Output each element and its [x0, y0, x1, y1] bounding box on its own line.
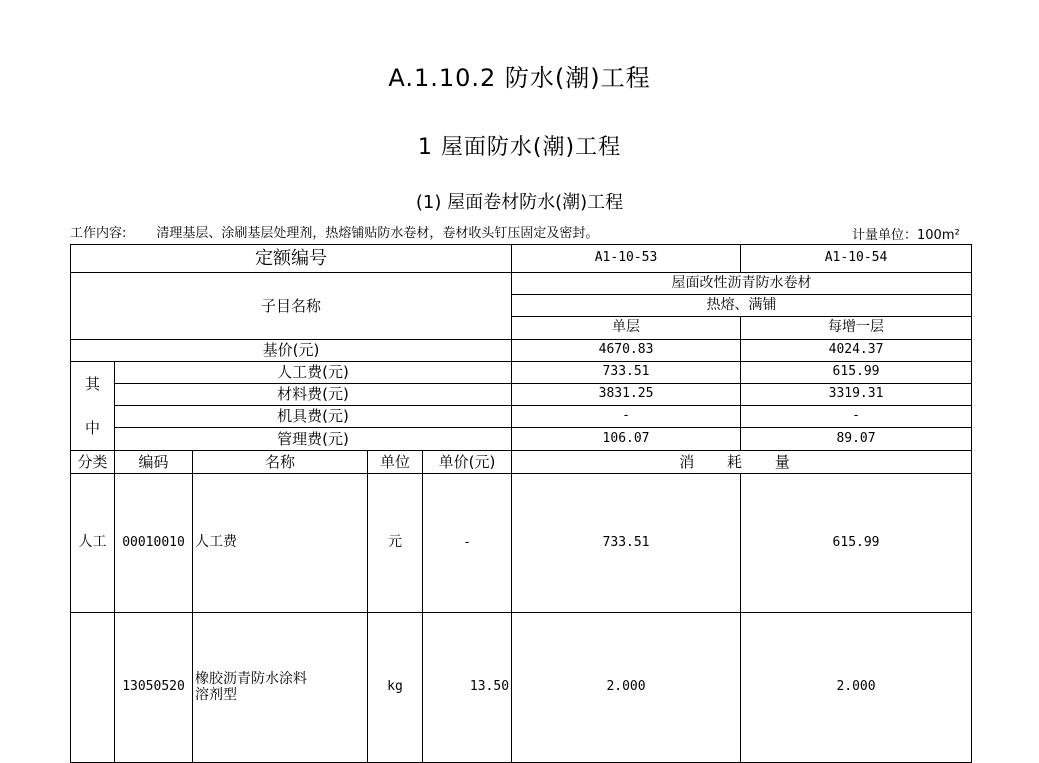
row-unit: kg [368, 613, 423, 763]
machine-cost-2: - [741, 406, 972, 428]
management-cost-2: 89.07 [741, 428, 972, 451]
management-cost-1: 106.07 [512, 428, 741, 451]
row-code: 00010010 [115, 474, 193, 613]
row-unit-price: - [423, 474, 512, 613]
row-name-line-1: 人工费 [195, 534, 237, 551]
work-content [70, 222, 598, 241]
header-consumption [512, 451, 972, 474]
item-col-2: 每增一层 [741, 317, 972, 340]
item-name-label: 子目名称 [71, 273, 512, 340]
management-cost-label: 管理费(元) [115, 428, 512, 451]
row-category [71, 613, 115, 763]
labor-cost-label: 人工费(元) [115, 362, 512, 384]
row-code: 13050520 [115, 613, 193, 763]
quota-no-label: 定额编号 [71, 245, 512, 273]
base-price-label: 基价(元) [71, 340, 512, 362]
table-row [71, 474, 972, 613]
item-method: 热熔、满铺 [512, 295, 972, 317]
measure-unit: 计量单位：100m² [852, 228, 960, 243]
row-name [193, 474, 368, 613]
header-consumption-text: 消 耗 量 [679, 452, 804, 471]
labor-cost-2: 615.99 [741, 362, 972, 384]
row-name-line-1: 橡胶沥青防水涂料 [195, 671, 307, 688]
work-content-label: 工作内容: [70, 226, 127, 241]
table-row [71, 613, 972, 763]
material-cost-1: 3831.25 [512, 384, 741, 406]
row-consumption-1: 2.000 [512, 613, 741, 763]
row-consumption-1: 733.51 [512, 474, 741, 613]
row-unit: 元 [368, 474, 423, 613]
row-unit-price: 13.50 [423, 613, 512, 763]
machine-cost-label: 机具费(元) [115, 406, 512, 428]
item-group: 屋面改性沥青防水卷材 [512, 273, 972, 295]
row-consumption-2: 2.000 [741, 613, 972, 763]
quota-table [70, 244, 972, 763]
labor-cost-1: 733.51 [512, 362, 741, 384]
header-code: 编码 [115, 451, 193, 474]
item-col-1: 单层 [512, 317, 741, 340]
base-price-2: 4024.37 [741, 340, 972, 362]
section-title: (1) 屋面卷材防水(潮)工程 [415, 192, 624, 213]
quota-code-1: A1-10-53 [512, 245, 741, 273]
work-content-text: 清理基层、涂刷基层处理剂，热熔铺贴防水卷材，卷材收头钉压固定及密封。 [156, 226, 599, 241]
among-label-2: 中 [71, 406, 115, 451]
quota-code-2: A1-10-54 [741, 245, 972, 273]
row-name-line-2: 溶剂型 [195, 686, 237, 703]
row-name [193, 613, 368, 763]
base-price-1: 4670.83 [512, 340, 741, 362]
machine-cost-1: - [512, 406, 741, 428]
material-cost-label: 材料费(元) [115, 384, 512, 406]
row-consumption-2: 615.99 [741, 474, 972, 613]
header-unit-price: 单价(元) [423, 451, 512, 474]
header-category: 分类 [71, 451, 115, 474]
header-name: 名称 [193, 451, 368, 474]
header-unit: 单位 [368, 451, 423, 474]
main-title: A.1.10.2 防水(潮)工程 [388, 64, 651, 92]
row-category: 人工 [71, 474, 115, 613]
among-label-1: 其 [71, 362, 115, 406]
sub-title: 1 屋面防水(潮)工程 [417, 135, 622, 160]
material-cost-2: 3319.31 [741, 384, 972, 406]
